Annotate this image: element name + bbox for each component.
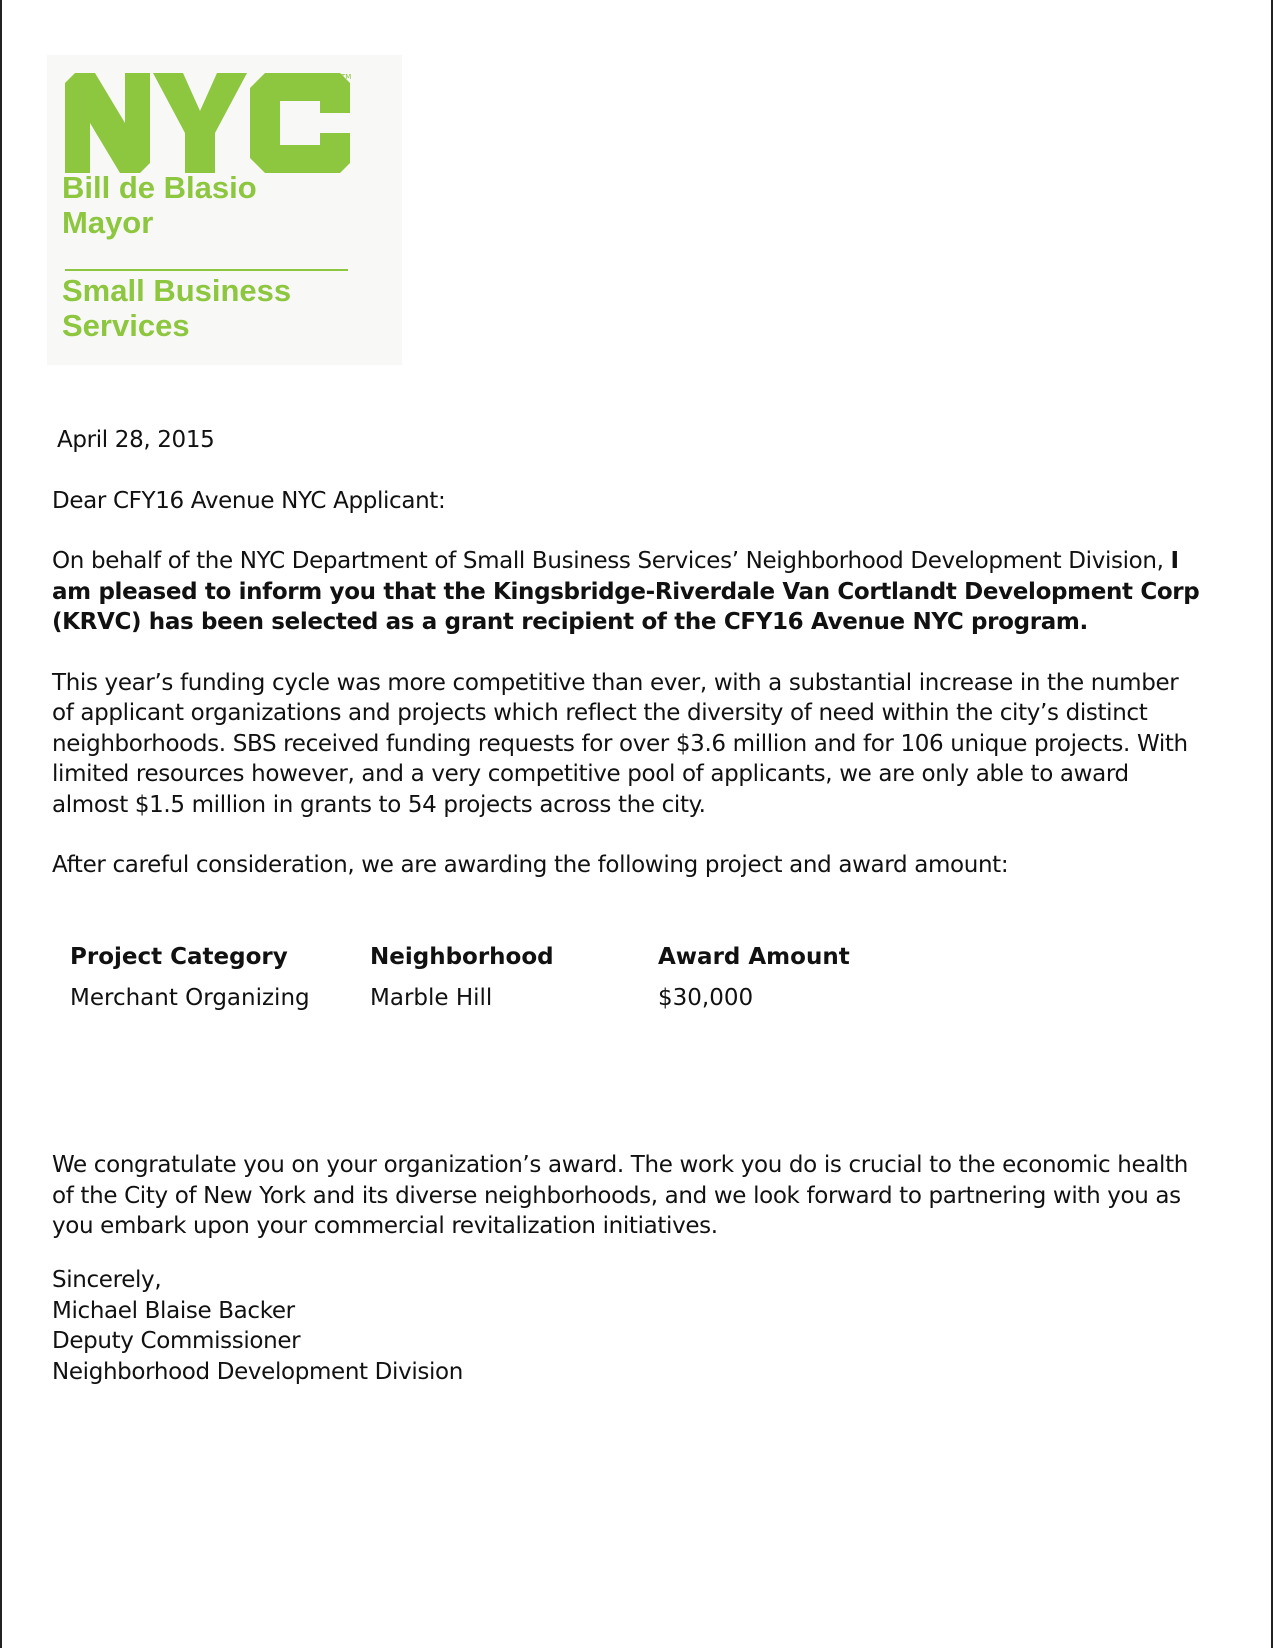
paragraph-intro-normal: On behalf of the NYC Department of Small Business Services’ Neighborhood Development Division, — [52, 548, 1171, 574]
logo-mayor-name: Bill de Blasio — [62, 170, 257, 205]
table-cell-category: Merchant Organizing — [70, 985, 310, 1011]
table-cell-neighborhood: Marble Hill — [370, 985, 493, 1011]
signature-name: Michael Blaise Backer — [52, 1297, 295, 1324]
table-header-neighborhood: Neighborhood — [370, 944, 554, 970]
logo-mayor-title: Mayor — [62, 205, 154, 240]
paragraph-congratulations: We congratulate you on your organization’s award. The work you do is crucial to the economic health of the City of New York and its diverse neighborhoods, and we look forward to partnering with you as you embark upon your commercial revitalization initiatives. — [52, 1152, 1188, 1239]
letter-body — [52, 425, 1202, 881]
logo-agency-line2: Services — [62, 308, 190, 343]
letter-date: April 28, 2015 — [57, 427, 215, 453]
logo-agency-line1: Small Business — [62, 273, 292, 308]
signature-block — [52, 1265, 463, 1387]
signature-title: Deputy Commissioner — [52, 1328, 301, 1354]
closing-paragraph-block — [52, 1150, 1202, 1242]
table-cell-award: $30,000 — [658, 985, 754, 1011]
table-header-category: Project Category — [70, 944, 288, 970]
paragraph-intro — [52, 546, 1202, 638]
table-header-award: Award Amount — [658, 944, 850, 970]
nyc-sbs-logo — [47, 55, 402, 365]
paragraph-awarding: After careful consideration, we are awarding the following project and award amount: — [52, 852, 1009, 878]
svg-text:TM: TM — [341, 73, 352, 81]
paragraph-intro-bold: I am pleased to inform you that the Kingsbridge-Riverdale Van Cortlandt Development Corp (KRVC) has been selected as a grant recipient of the CFY16 Avenue NYC program. — [52, 548, 1200, 635]
signature-division: Neighborhood Development Division — [52, 1358, 463, 1385]
salutation: Dear CFY16 Avenue NYC Applicant: — [52, 487, 446, 514]
nyc-wordmark-icon — [65, 73, 350, 173]
logo-divider — [65, 269, 348, 271]
paragraph-funding: This year’s funding cycle was more competitive than ever, with a substantial increase in the number of applicant organizations and projects which reflect the diversity of need within the city’s distinct neighborhoods. SBS received funding requests for over $3.6 million and for 106 unique projects. With limited resources however, and a very competitive pool of applicants, we are only able to award almost $1.5 million in grants to 54 projects across the city. — [52, 669, 1188, 818]
signature-closing: Sincerely, — [52, 1267, 162, 1293]
